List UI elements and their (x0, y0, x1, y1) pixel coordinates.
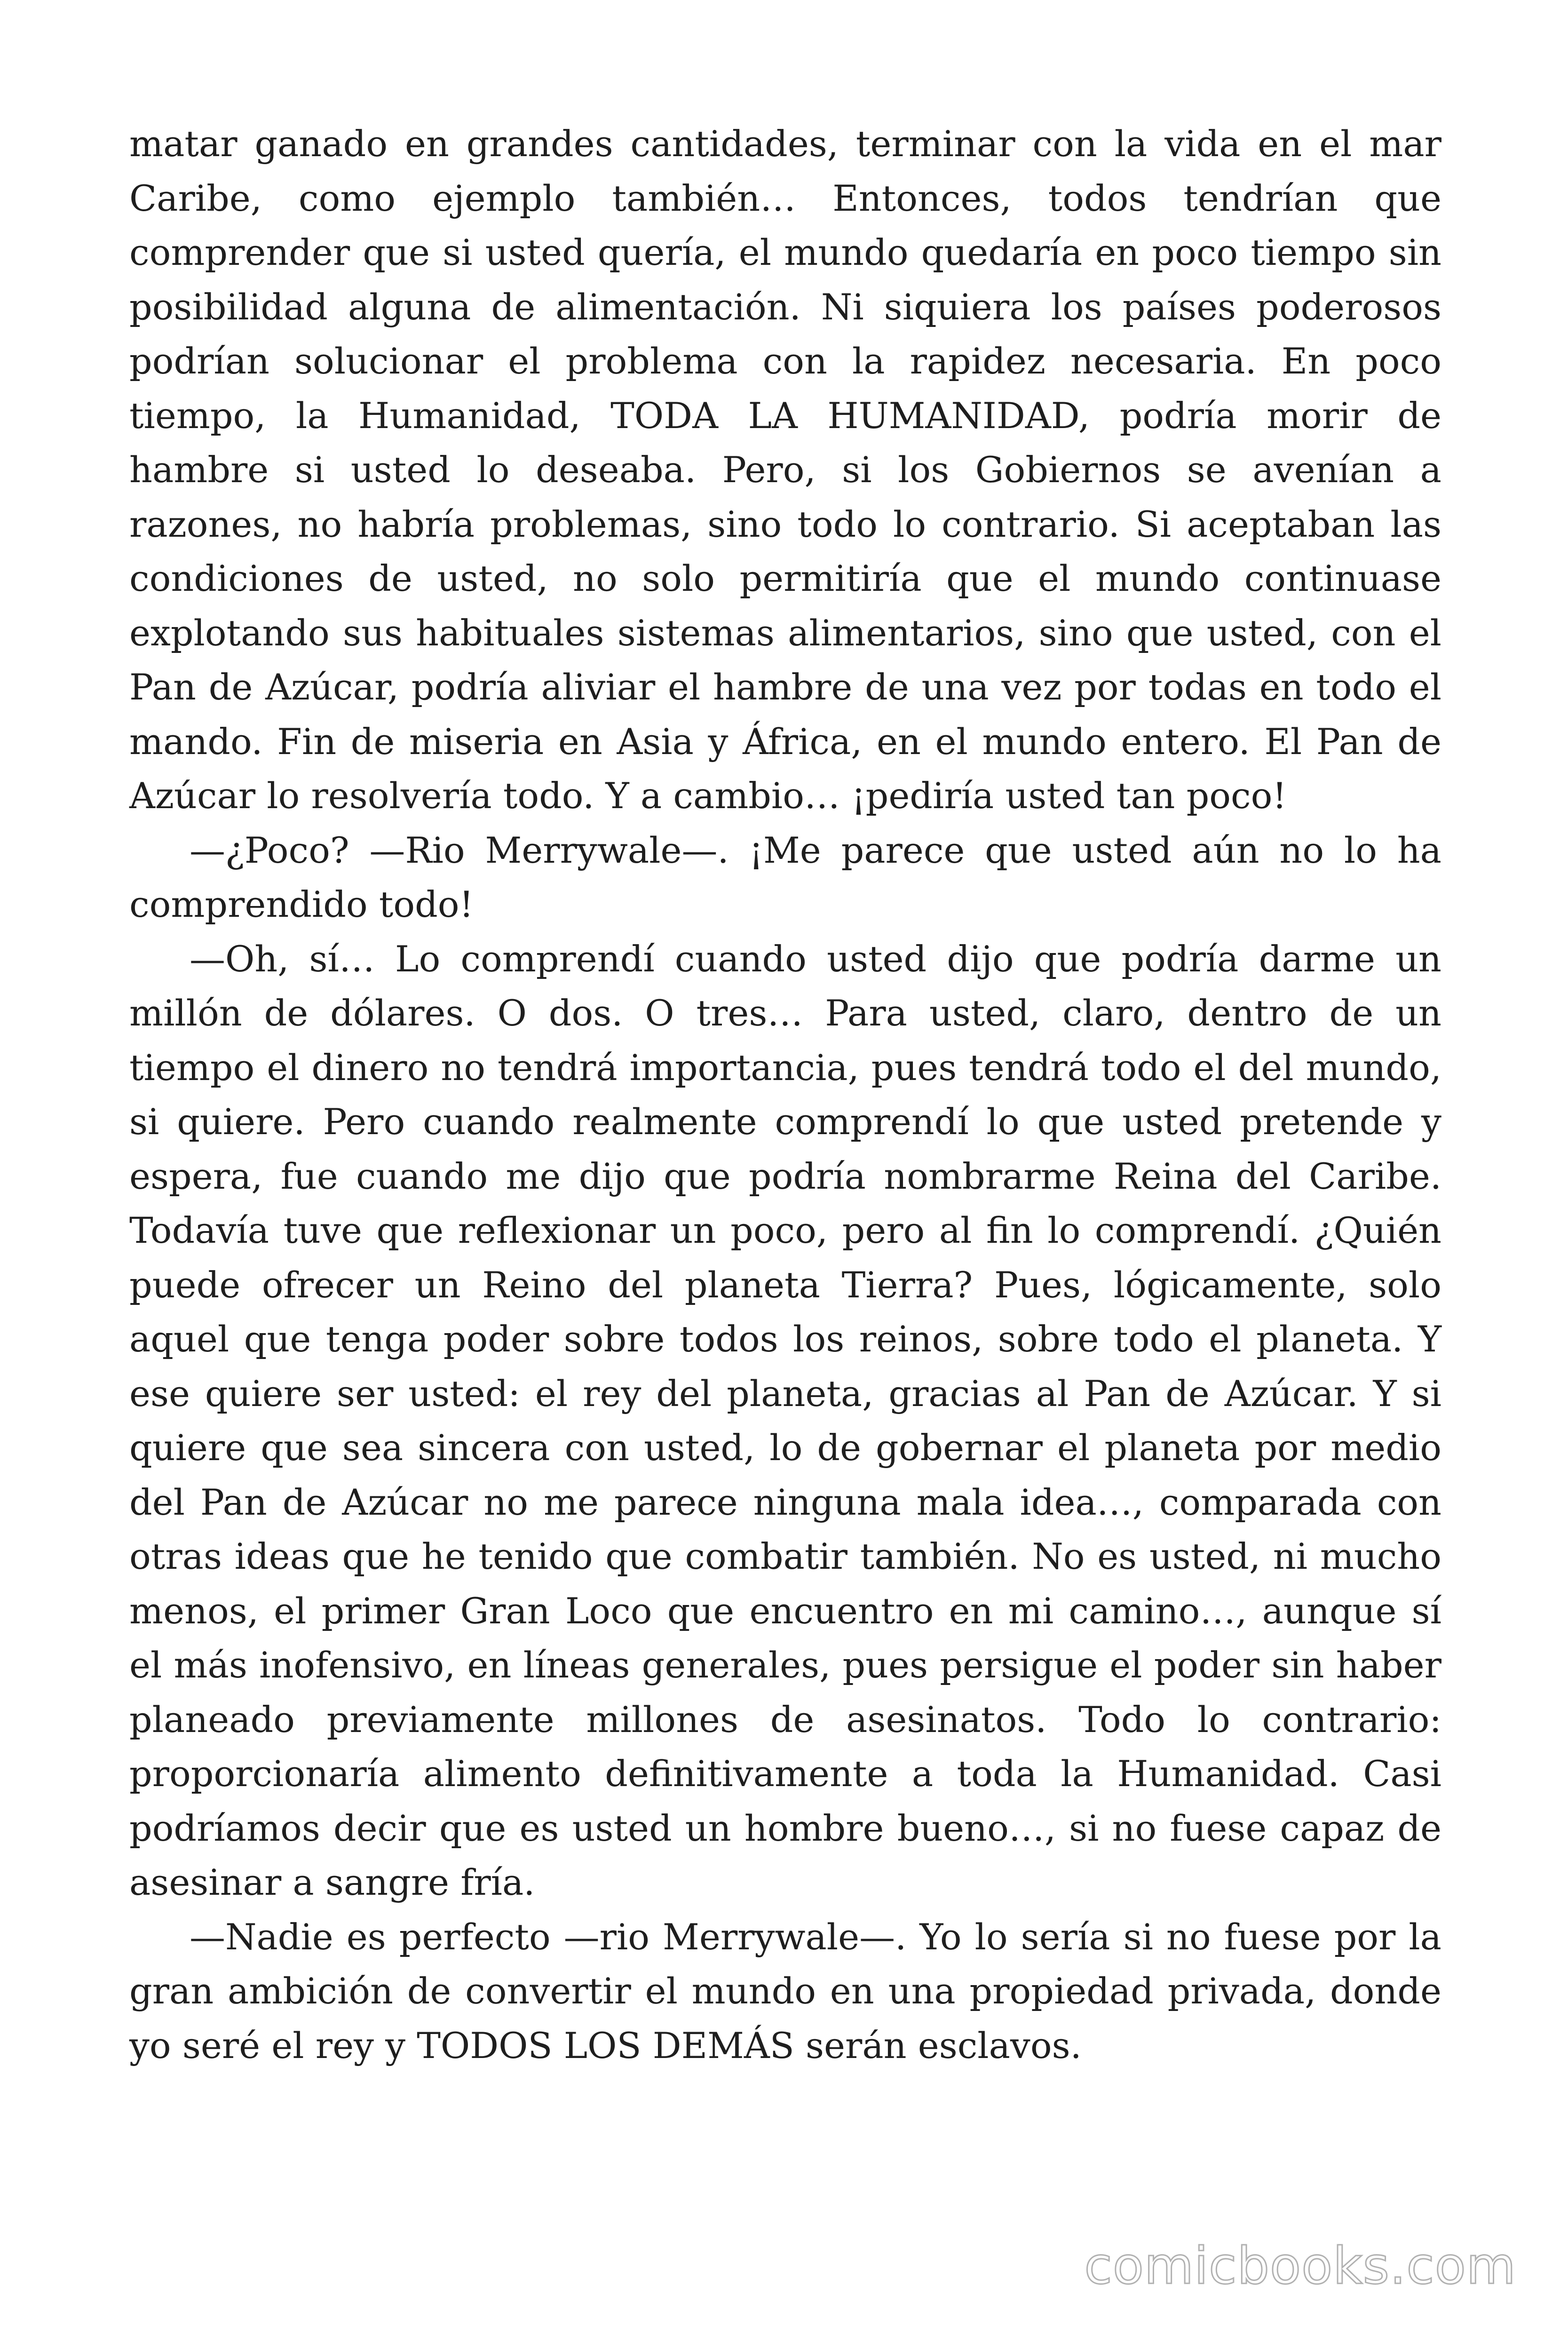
paragraph-dialogue-final: —Nadie es perfecto —rio Merrywale—. Yo lo sería si no fuese por la gran ambición de convertir el mundo en una propiedad privada, donde yo seré el rey y TODOS LOS DEMÁS serán esclavos. (129, 1915, 1441, 2066)
paragraph-dialogue-merrywale: —¿Poco? —Rio Merrywale—. ¡Me parece que usted aún no lo ha comprendido todo! (129, 829, 1441, 925)
watermark-text: comicbooks.com (1084, 2237, 1516, 2296)
body-text (129, 117, 1441, 2073)
paragraph-dialogue-reply: —Oh, sí… Lo comprendí cuando usted dijo que podría darme un millón de dólares. O dos. O tres… Para usted, claro, dentro de un tiempo el dinero no tendrá importancia, pues tendrá todo el del mundo, si quiere. Pero cuando realmente comprendí lo que usted pretende y espera, fue cuando me dijo que podría nombrarme Reina del Caribe. Todavía tuve que reflexionar un poco, pero al fin lo comprendí. ¿Quién puede ofrecer un Reino del planeta Tierra? Pues, lógicamente, solo aquel que tenga poder sobre todos los reinos, sobre todo el planeta. Y ese quiere ser usted: el rey del planeta, gracias al Pan de Azúcar. Y si quiere que sea sincera con usted, lo de gobernar el planeta por medio del Pan de Azúcar no me parece ninguna mala idea…, comparada con otras ideas que he tenido que combatir también. No es usted, ni mucho menos, el primer Gran Loco que encuentro en mi camino…, aunque sí el más inofensivo, en líneas generales, pues persigue el poder sin haber planeado previamente millones de asesinatos. Todo lo contrario: proporcionaría alimento definitivamente a toda la Humanidad. Casi podríamos decir que es usted un hombre bueno…, si no fuese capaz de asesinar a sangre fría. (129, 938, 1441, 1903)
paragraph-continuation: matar ganado en grandes cantidades, terminar con la vida en el mar Caribe, como ejemplo también… Entonces, todos tendrían que comprender que si usted quería, el mundo quedaría en poco tiempo sin posibilidad alguna de alimentación. Ni siquiera los países poderosos podrían solucionar el problema con la rapidez necesaria. En poco tiempo, la Humanidad, TODA LA HUMANIDAD, podría morir de hambre si usted lo deseaba. Pero, si los Gobiernos se avenían a razones, no habría problemas, sino todo lo contrario. Si aceptaban las condiciones de usted, no solo permitiría que el mundo continuase explotando sus habituales sistemas alimentarios, sino que usted, con el Pan de Azúcar, podría aliviar el hambre de una vez por todas en todo el mando. Fin de miseria en Asia y África, en el mundo entero. El Pan de Azúcar lo resolvería todo. Y a cambio… ¡pediría usted tan poco! (129, 123, 1441, 817)
